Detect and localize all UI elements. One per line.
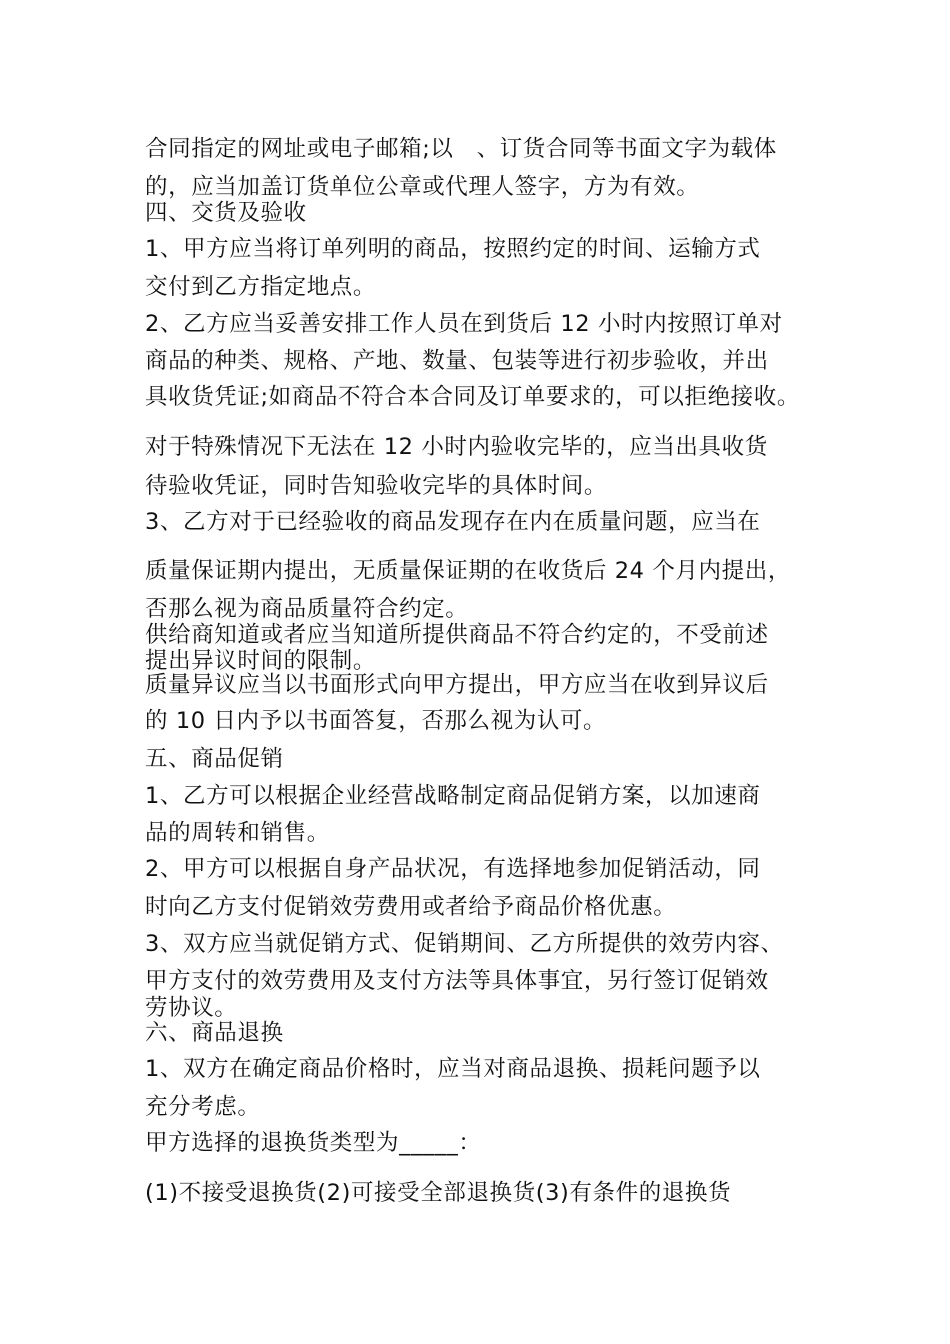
text-line: 对于特殊情况下无法在 12 小时内验收完毕的，应当出具收货 (145, 434, 768, 460)
text-line: 的 10 日内予以书面答复，否那么视为认可。 (145, 708, 607, 734)
text-line: 甲方选择的退换货类型为_____： (145, 1130, 482, 1156)
text-line: 1、甲方应当将订单列明的商品，按照约定的时间、运输方式 (145, 236, 761, 262)
text-line: 甲方支付的效劳费用及支付方法等具体事宜，另行签订促销效 (145, 968, 769, 994)
text-line: (1)不接受退换货(2)可接受全部退换货(3)有条件的退换货 (145, 1180, 732, 1206)
text-line: 交付到乙方指定地点。 (145, 274, 377, 300)
text-line: 具收货凭证;如商品不符合本合同及订单要求的，可以拒绝接收。 (145, 384, 800, 410)
text-line: 供给商知道或者应当知道所提供商品不符合约定的，不受前述 (145, 622, 769, 648)
text-line: 2、乙方应当妥善安排工作人员在到货后 12 小时内按照订单对 (145, 311, 783, 337)
section-heading: 五、商品促销 (145, 746, 284, 772)
text-line: 待验收凭证，同时告知验收完毕的具体时间。 (145, 473, 608, 499)
text-line: 2、甲方可以根据自身产品状况，有选择地参加促销活动，同 (145, 856, 761, 882)
text-line: 提出异议时间的限制。 (145, 648, 377, 674)
text-line: 充分考虑。 (145, 1094, 261, 1120)
section-heading: 四、交货及验收 (145, 200, 307, 226)
text-line: 3、双方应当就促销方式、促销期间、乙方所提供的效劳内容、 (145, 931, 784, 957)
text-line: 1、双方在确定商品价格时，应当对商品退换、损耗问题予以 (145, 1056, 761, 1082)
section-heading: 六、商品退换 (145, 1020, 284, 1046)
text-line: 3、乙方对于已经验收的商品发现存在内在质量问题，应当在 (145, 509, 761, 535)
text-line: 时向乙方支付促销效劳费用或者给予商品价格优惠。 (145, 894, 677, 920)
text-line: 商品的种类、规格、产地、数量、包装等进行初步验收，并出 (145, 348, 769, 374)
text-line: 的，应当加盖订货单位公章或代理人签字，方为有效。 (145, 174, 700, 200)
text-line: 质量异议应当以书面形式向甲方提出，甲方应当在收到异议后 (145, 672, 769, 698)
text-line: 合同指定的网址或电子邮箱;以 、订货合同等书面文字为载体 (145, 136, 777, 162)
text-line: 品的周转和销售。 (145, 820, 330, 846)
text-line: 质量保证期内提出，无质量保证期的在收货后 24 个月内提出， (145, 558, 791, 584)
text-line: 劳协议。 (145, 995, 238, 1021)
text-line: 否那么视为商品质量符合约定。 (145, 596, 469, 622)
text-line: 1、乙方可以根据企业经营战略制定商品促销方案，以加速商 (145, 783, 761, 809)
